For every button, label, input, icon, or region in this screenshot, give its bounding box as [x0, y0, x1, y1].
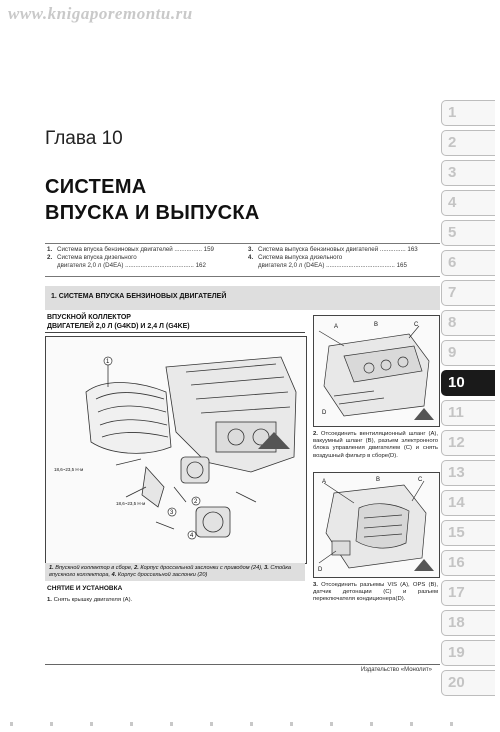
- intake-manifold-figure: [45, 336, 307, 564]
- figure-caption: 1. Впускной коллектор в сборе, 2. Корпус дроссельной заслонки с приводом (24), 3. Стойка впускного коллектора, 4. Корпус дроссельной заслонки (20): [45, 563, 305, 581]
- engine-cover-drawing: [314, 316, 439, 426]
- watermark: www.knigaporemontu.ru: [8, 4, 193, 23]
- chapter-tab-11[interactable]: 11: [441, 400, 495, 426]
- callout-4: 4: [190, 533, 194, 539]
- direction-icon: [414, 408, 434, 420]
- chapter-tab-13[interactable]: 13: [441, 460, 495, 486]
- callout-1: 1: [106, 359, 110, 365]
- chapter-tab-12[interactable]: 12: [441, 430, 495, 456]
- publisher-footer: Издательство «Монолит»: [360, 667, 432, 673]
- step-2: 2. Отсоединить вентиляционный шланг (A), вакуумный шланг (B), разъем электронного блока управления двигателем (C) и снять воздушный фильтр в сборе(D).: [313, 431, 438, 459]
- fig1-label-a: A: [334, 324, 339, 330]
- chapter-tab-17[interactable]: 17: [441, 580, 495, 606]
- toc-column-right: [248, 246, 418, 270]
- chapter-tab-7[interactable]: 7: [441, 280, 495, 306]
- subsection-rule: [45, 332, 305, 333]
- chapter-tab-15[interactable]: 15: [441, 520, 495, 546]
- removal-heading: СНЯТИЕ И УСТАНОВКА: [47, 585, 123, 592]
- chapter-tab-16[interactable]: 16: [441, 550, 495, 576]
- torque-label-2: 18,6~23,5 Н·м: [116, 501, 146, 506]
- toc-bottom-rule: [45, 276, 440, 277]
- chapter-tab-6[interactable]: 6: [441, 250, 495, 276]
- engine-cover-figure: [313, 315, 440, 427]
- toc-column-left: [47, 246, 214, 270]
- chapter-tab-8[interactable]: 8: [441, 310, 495, 336]
- chapter-tab-1[interactable]: 1: [441, 100, 495, 126]
- callout-2: 2: [194, 499, 198, 505]
- footer-rule: [45, 664, 440, 665]
- section-heading: 1. СИСТЕМА ВПУСКА БЕНЗИНОВЫХ ДВИГАТЕЛЕЙ: [45, 286, 440, 310]
- chapter-tab-4[interactable]: 4: [441, 190, 495, 216]
- fig2-label-d: D: [318, 567, 323, 573]
- fig2-label-a: A: [322, 479, 327, 485]
- chapter-tab-10[interactable]: 10: [441, 370, 495, 396]
- chapter-title-line1: СИСТЕМА: [45, 176, 147, 198]
- chapter-title-line2: ВПУСКА И ВЫПУСКА: [45, 202, 260, 224]
- fig1-label-d: D: [322, 410, 327, 416]
- connectors-figure: [313, 472, 440, 578]
- fig1-label-b: B: [374, 322, 379, 328]
- toc-item[interactable]: 2. Система впуска дизельного: [47, 254, 137, 261]
- torque-label-1: 18,6~23,5 Н·м: [54, 467, 84, 472]
- toc-item[interactable]: 3. Система выпуска бензиновых двигателей ............... 163: [248, 246, 418, 253]
- intake-manifold-drawing: [46, 337, 306, 563]
- chapter-tab-3[interactable]: 3: [441, 160, 495, 186]
- fig2-label-c: C: [418, 477, 423, 483]
- chapter-tab-5[interactable]: 5: [441, 220, 495, 246]
- chapter-tab-2[interactable]: 2: [441, 130, 495, 156]
- connectors-drawing: [314, 473, 439, 577]
- chapter-tab-19[interactable]: 19: [441, 640, 495, 666]
- toc-item-cont: двигателя 2,0 л (D4EA) ........................................ 165: [258, 262, 407, 269]
- direction-icon: [414, 559, 434, 571]
- fig1-label-c: C: [414, 322, 419, 328]
- chapter-tab-18[interactable]: 18: [441, 610, 495, 636]
- toc-top-rule: [45, 243, 440, 244]
- toc-item[interactable]: 4. Система выпуска дизельного: [248, 254, 343, 261]
- chapter-tab-14[interactable]: 14: [441, 490, 495, 516]
- fig2-label-b: B: [376, 477, 381, 483]
- step-3: 3. Отсоединить разъемы VIS (A), OPS (B), датчик детонации (C) и разъем переключателя кондиционера(D).: [313, 582, 438, 603]
- chapter-title: [45, 174, 260, 226]
- subsection-heading: ВПУСКНОЙ КОЛЛЕКТОР ДВИГАТЕЛЕЙ 2,0 Л (G4KD) И 2,4 Л (G4KE): [47, 314, 190, 330]
- callout-3: 3: [170, 510, 174, 516]
- chapter-tabs: [441, 100, 495, 700]
- chapter-tab-20[interactable]: 20: [441, 670, 495, 696]
- page-edge-dots: [10, 722, 490, 726]
- toc-item-cont: двигателя 2,0 л (D4EA) ........................................ 162: [57, 262, 206, 269]
- chapter-label: Глава 10: [45, 128, 123, 149]
- step-1: 1. Снять крышку двигателя (A).: [47, 597, 133, 603]
- chapter-tab-9[interactable]: 9: [441, 340, 495, 366]
- toc-item[interactable]: 1. Система впуска бензиновых двигателей ................ 159: [47, 246, 214, 253]
